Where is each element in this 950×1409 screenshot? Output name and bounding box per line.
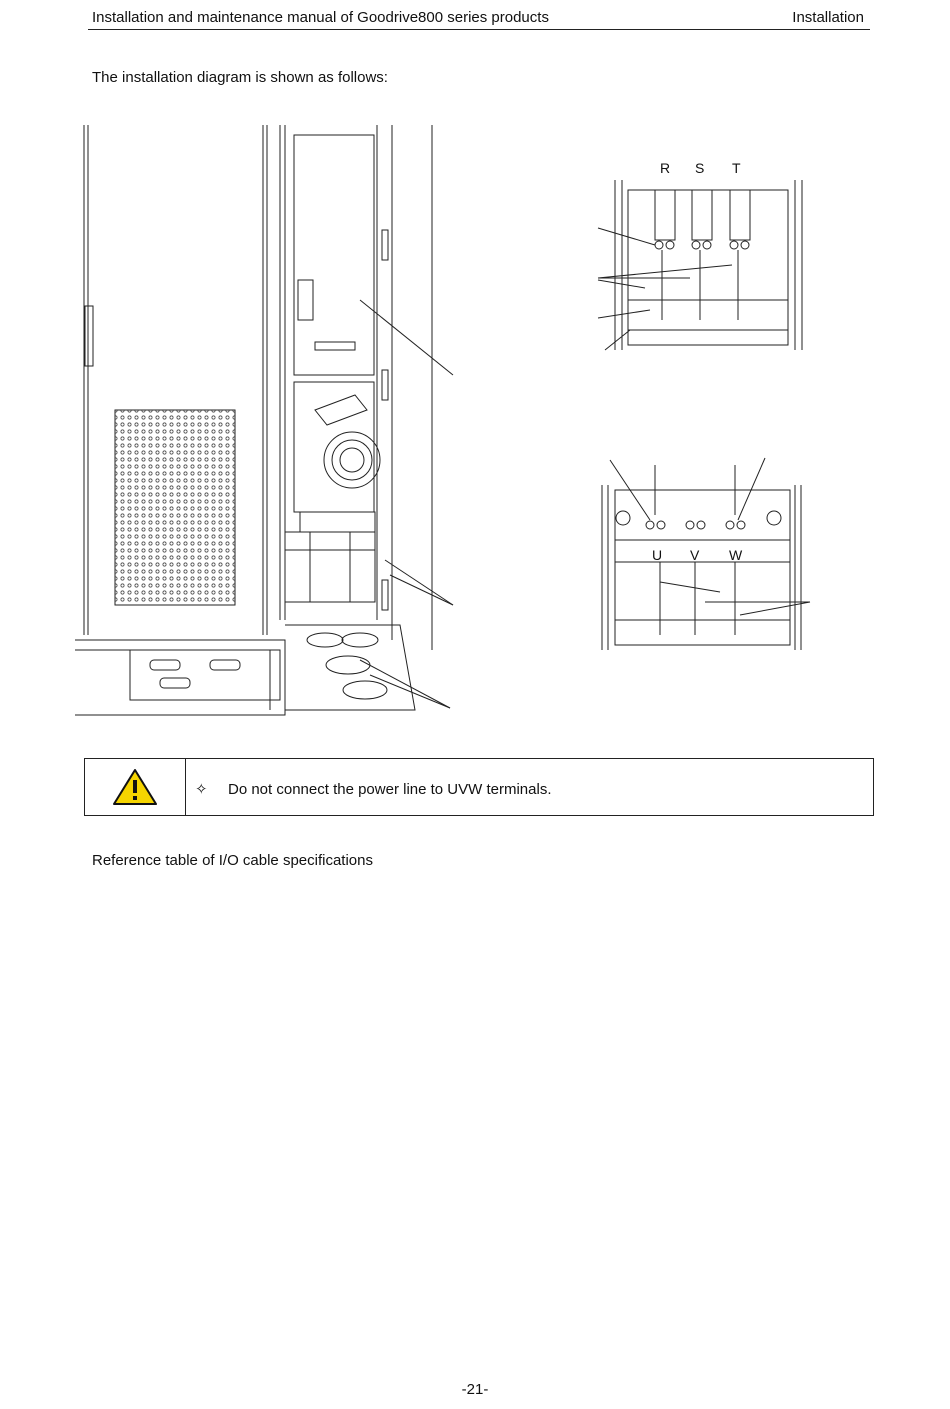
header-section: Installation <box>792 9 864 26</box>
terminal-label-w: W <box>729 547 743 563</box>
table-title: Reference table of I/O cable specifications <box>92 852 373 869</box>
terminal-label-v: V <box>690 547 700 563</box>
warning-box <box>84 758 874 816</box>
terminal-label-s: S <box>695 160 705 176</box>
page-number: -21- <box>461 1381 489 1398</box>
warning-bullet: ✧ <box>195 781 208 798</box>
terminal-label-u: U <box>652 547 663 563</box>
installation-diagram <box>70 120 830 720</box>
warning-triangle-icon <box>112 768 158 806</box>
terminal-label-t: T <box>732 160 741 176</box>
intro-text: The installation diagram is shown as follows: <box>92 69 388 86</box>
terminal-label-r: R <box>660 160 671 176</box>
header-divider <box>88 29 870 30</box>
warning-icon-cell <box>85 759 186 815</box>
header-title: Installation and maintenance manual of Goodrive800 series products <box>92 9 549 26</box>
warning-text: Do not connect the power line to UVW terminals. <box>228 781 552 798</box>
